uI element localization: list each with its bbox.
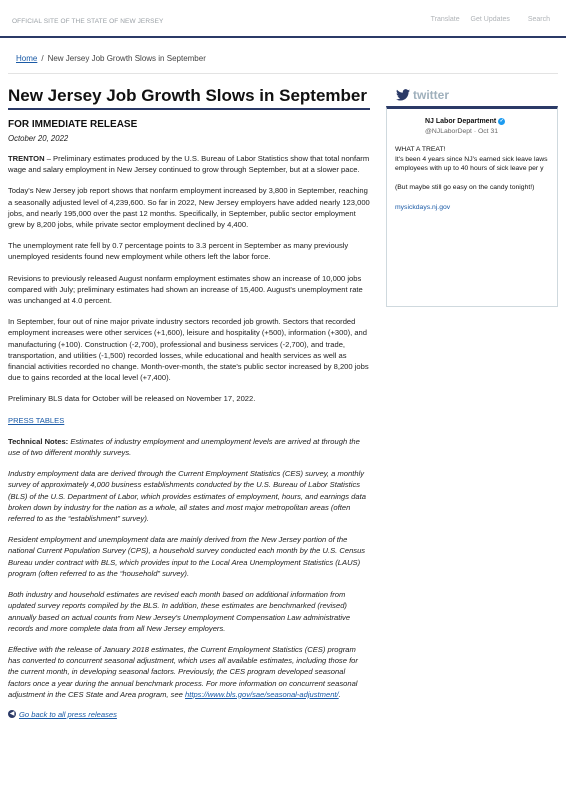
technical-notes-label: Technical Notes: — [8, 436, 69, 446]
lead-city: TRENTON — [8, 154, 45, 163]
twitter-heading-label: twitter — [413, 88, 449, 102]
arrow-left-circle-icon: ◀ — [9, 711, 15, 718]
top-bar — [0, 0, 566, 38]
tweet-author[interactable] — [425, 118, 505, 125]
release-label: FOR IMMEDIATE RELEASE — [8, 119, 138, 130]
technical-notes — [8, 436, 370, 458]
tweet-line-4: (But maybe still go easy on the candy tonight!) — [395, 184, 535, 192]
twitter-heading — [396, 88, 449, 102]
article — [8, 86, 370, 719]
paragraph-sectors: In September, four out of nine major private industry sectors recorded job growth. Sectors that recorded employment increases were other services (+1,600), leisure and hospitality (+500), information (+300), and manufacturing (+100). Construction (-2,700), professional and business services (-2,700), and trade, transportation, and utilities (-1,500) recorded losses, while educational and health services as well as financial activities recorded no change. Month-over-month, the state's public sector increased by 8,200 jobs due to gains recorded at the local level (+7,400). — [8, 317, 369, 383]
twitter-feed[interactable] — [386, 106, 558, 307]
note-seasonal — [8, 644, 370, 700]
note-cps: Resident employment and unemployment data are mainly derived from the New Jersey portion of the national Current Population Survey (CPS), a household survey conducted each month by the U.S. Census Bureau under contract with BLS, which provides input to the Local Area Unemployment Statistics (LAUS) program (often referred to as the “household” survey). — [8, 535, 366, 578]
breadcrumb-home-link[interactable]: Home — [16, 54, 38, 63]
paragraph-next-release: Preliminary BLS data for October will be released on November 17, 2022. — [8, 394, 256, 404]
paragraph-lead — [8, 153, 370, 175]
technical-notes-text: Estimates of industry employment and unemployment levels are arrived at through the use of two different monthly surveys. — [8, 436, 360, 458]
breadcrumb-separator: / — [41, 54, 44, 63]
breadcrumb — [16, 54, 206, 63]
official-site-label: OFFICIAL SITE OF THE STATE OF NEW JERSEY — [12, 18, 164, 25]
top-links — [422, 16, 550, 23]
get-updates-link[interactable]: Get Updates — [470, 16, 510, 23]
note-revisions: Both industry and household estimates are revised each month based on additional information from updated survey reports compiled by the BLS. In addition, these estimates are benchmarked (revised) annually based on actual counts from New Jersey's Unemployment Compensation Law administrative records and more complete data from all New Jersey employers. — [8, 590, 351, 633]
lead-text: – Preliminary estimates produced by the U.S. Bureau of Labor Statistics show that total nonfarm wage and salary employment in New Jersey continued to grow through September, but at a slower pace. — [8, 154, 370, 175]
tweet-text — [395, 145, 558, 212]
note-seasonal-end: . — [338, 689, 341, 699]
press-tables-paragraph — [8, 415, 370, 426]
paragraph-revisions: Revisions to previously released August nonfarm employment estimates show an increase of 10,000 jobs compared with July; preliminary estimates had shown an increase of 15,400. August's unemployment rate was unchanged at 4.0 percent. — [8, 273, 363, 306]
tweet-spacer — [395, 174, 558, 184]
breadcrumb-current: New Jersey Job Growth Slows in September — [47, 54, 206, 63]
tweet-line-1: WHAT A TREAT! — [395, 146, 446, 153]
paragraph-jobs: Today's New Jersey job report shows that nonfarm employment increased by 3,800 in September, reaching a seasonally adjusted level of 4,239,600. So far in 2022, New Jersey employers have added nearly 123,000 jobs, and nearly 195,000 over the past 12 months. Specifically, in September, public sector employment grew by 8,200 jobs, while private sector employment declined by 4,400. — [8, 186, 370, 230]
back-link-label[interactable]: Go back to all press releases — [19, 709, 117, 719]
tweet-spacer-2 — [395, 193, 558, 203]
press-tables-link[interactable]: PRESS TABLES — [8, 415, 65, 425]
breadcrumb-divider — [8, 73, 558, 74]
page-title: New Jersey Job Growth Slows in September — [8, 86, 370, 110]
tweet-link[interactable]: mysickdays.nj.gov — [395, 203, 451, 211]
translate-link[interactable]: Translate — [430, 16, 460, 23]
search-link[interactable]: Search — [527, 16, 550, 23]
paragraph-unemployment: The unemployment rate fell by 0.7 percentage points to 3.3 percent in September as many previously unemployed residents found new employment while others left the labor force. — [8, 241, 349, 262]
note-ces: Industry employment data are derived through the Current Employment Statistics (CES) survey, a monthly survey of approximately 4,000 business establishments conducted by the U.S. Bureau of Labor Statistics (BLS) of the U.S. Department of Labor, which provides estimates of employment, hours, and earnings data broken down by industry for the nation as a whole, all states and most major metropolitan areas (often referred to as the “establishment” survey). — [8, 469, 366, 524]
tweet-handle[interactable]: @NJLaborDept · Oct 31 — [425, 128, 499, 135]
release-date: October 20, 2022 — [8, 134, 69, 143]
verified-badge-icon: ✓ — [499, 118, 504, 124]
tweet-line-2: It's been 4 years since NJ's earned sick leave laws — [395, 155, 548, 163]
twitter-bird-icon — [396, 89, 410, 101]
note-seasonal-text: Effective with the release of January 2018 estimates, the Current Employment Statistics (CES) program has converted to concurrent seasonal adjustment, which uses all available estimates, including those for the current month, in developing seasonal factors. Previously, the CES program developed seasonal factors once a year during the annual benchmark process. For more information on concurrent seasonal adjustment in the CES State and Area program, see — [8, 644, 358, 699]
tweet-author-name[interactable]: NJ Labor Department — [425, 118, 497, 125]
back-to-press-releases[interactable] — [8, 710, 370, 719]
tweet-line-3: employees with up to 40 hours of sick leave per y — [395, 165, 544, 173]
bls-seasonal-link[interactable]: https://www.bls.gov/sae/seasonal-adjustment/ — [185, 689, 339, 699]
